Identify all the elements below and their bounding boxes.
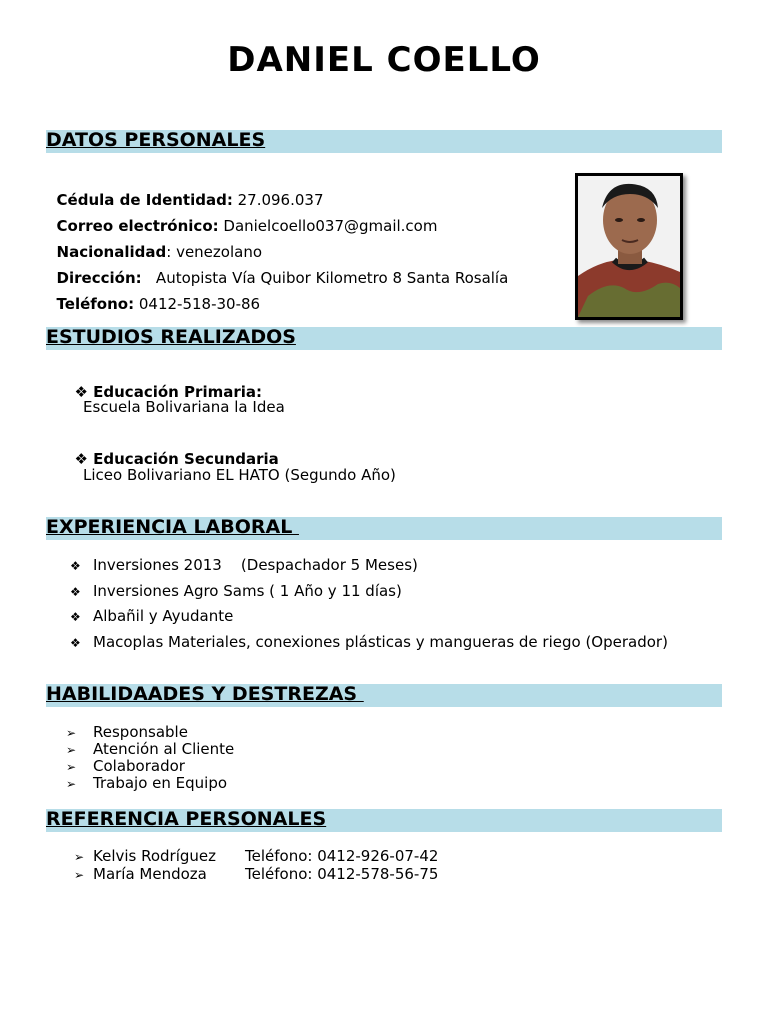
section-experience-bar [46, 517, 722, 540]
list-item: ❖ Albañil y Ayudante [70, 607, 234, 625]
diamond-bullet-icon: ❖ [74, 383, 88, 401]
email-value: Danielcoello037@gmail.com [218, 217, 438, 235]
section-personal-title: DATOS PERSONALES [46, 129, 266, 151]
secondary-education-heading [64, 432, 279, 468]
nationality-label: Nacionalidad [56, 243, 167, 261]
section-skills-bar [46, 684, 722, 707]
list-item: ❖ Inversiones 2013 (Despachador 5 Meses) [70, 556, 418, 574]
list-item: ➢ Colaborador [66, 757, 185, 775]
list-item: ❖ Inversiones Agro Sams ( 1 Año y 11 días) [70, 581, 402, 600]
email-label: Correo electrónico: [56, 217, 219, 235]
diamond-bullet-icon: ❖ [70, 559, 81, 573]
list-item: ➢ Trabajo en Equipo [66, 774, 228, 792]
arrow-bullet-icon: ➢ [66, 760, 77, 774]
arrow-bullet-icon: ➢ [66, 777, 77, 791]
profile-photo-illustration [578, 176, 680, 317]
primary-education-label: Educación Primaria: [93, 383, 263, 401]
arrow-bullet-icon: ➢ [74, 850, 85, 864]
references-list [74, 848, 438, 883]
reference-name: María Mendoza [93, 864, 207, 883]
secondary-education-school: Liceo Bolivariano EL HATO (Segundo Año) [83, 466, 396, 484]
list-item: ❖ Macoplas Materiales, conexiones plásticas y mangueras de riego (Operador) [70, 632, 668, 651]
list-item [74, 866, 438, 884]
address-value: Autopista Vía Quibor Kilometro 8 Santa Rosalía [141, 269, 509, 287]
resume-name: DANIEL COELLO [227, 40, 541, 80]
phone-value: 0412-518-30-86 [134, 295, 261, 313]
diamond-bullet-icon: ❖ [70, 584, 81, 599]
section-experience-title: EXPERIENCIA LABORAL [46, 516, 299, 538]
personal-phone-line [47, 277, 260, 313]
arrow-bullet-icon: ➢ [66, 743, 77, 757]
id-value: 27.096.037 [232, 191, 324, 209]
phone-label: Teléfono: [56, 295, 135, 313]
diamond-bullet-icon: ❖ [70, 610, 81, 624]
section-skills-title: HABILIDAADES Y DESTREZAS [46, 683, 364, 705]
id-label: Cédula de Identidad: [56, 191, 233, 209]
section-references-title: REFERENCIA PERSONALES [46, 808, 327, 830]
section-references-bar [46, 809, 722, 832]
nationality-value: : venezolano [166, 243, 263, 261]
primary-education-school: Escuela Bolivariana la Idea [83, 398, 285, 416]
list-item: ➢ Responsable [66, 723, 188, 741]
arrow-bullet-icon: ➢ [66, 726, 77, 740]
section-personal-bar [46, 130, 722, 153]
profile-photo [575, 173, 683, 320]
primary-education-heading [64, 365, 262, 401]
arrow-bullet-icon: ➢ [74, 867, 85, 882]
reference-name: Kelvis Rodríguez [93, 847, 217, 865]
section-studies-title: ESTUDIOS REALIZADOS [46, 326, 296, 348]
reference-phone: Teléfono: 0412-578-56-75 [245, 864, 439, 883]
skills-list [66, 724, 234, 792]
reference-phone: Teléfono: 0412-926-07-42 [245, 847, 439, 865]
address-label: Dirección: [56, 269, 142, 287]
diamond-bullet-icon: ❖ [70, 635, 81, 650]
diamond-bullet-icon: ❖ [74, 450, 88, 468]
experience-list [70, 556, 668, 658]
list-item [74, 848, 438, 866]
list-item: ➢ Atención al Cliente [66, 740, 235, 758]
secondary-education-label: Educación Secundaria [93, 450, 279, 468]
section-studies-bar [46, 327, 722, 350]
